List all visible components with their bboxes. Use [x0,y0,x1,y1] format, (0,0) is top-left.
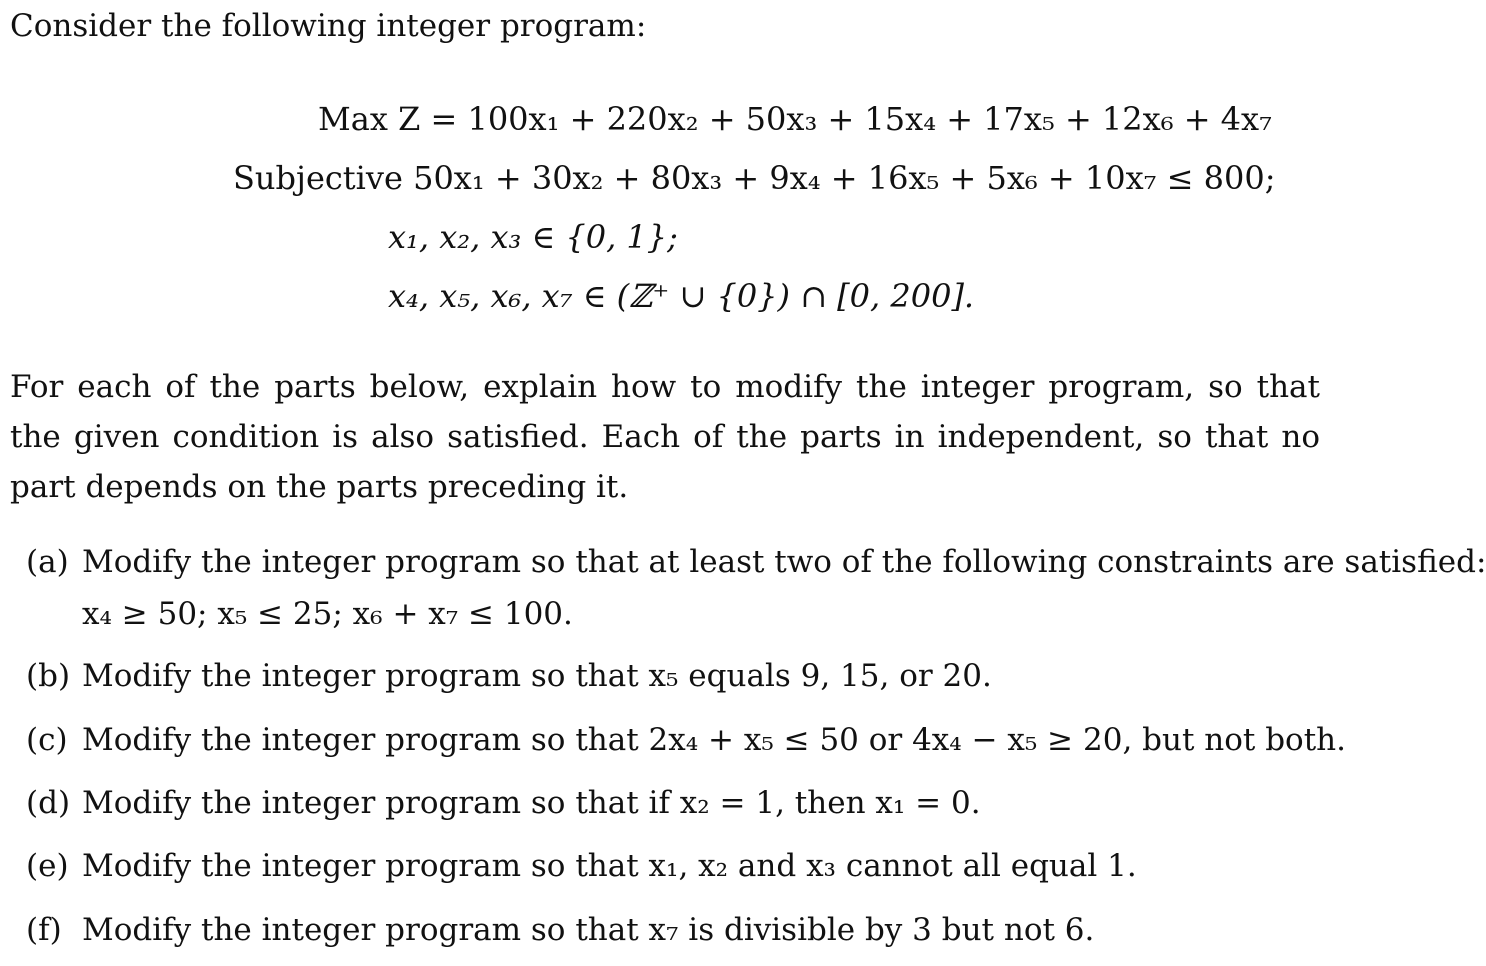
part-label: (e) [26,848,69,884]
part-text: Modify the integer program so that x₅ equals 9, 15, or 20. [82,658,992,694]
part-label: (a) [26,544,69,580]
integer-domain-constraint: x₄, x₅, x₆, x₇ ∈ (ℤ⁺ ∪ {0}) ∩ [0, 200]. [388,277,975,315]
part-label: (d) [26,785,71,821]
part-text: Modify the integer program so that 2x₄ + x₅ ≤ 50 or 4x₄ − x₅ ≥ 20, but not both. [82,722,1346,758]
part-label: (b) [26,658,71,694]
part-text: Modify the integer program so that x₇ is divisible by 3 but not 6. [82,912,1095,948]
part-a-constraints: x₄ ≥ 50; x₅ ≤ 25; x₆ + x₇ ≤ 100. [82,596,573,632]
part-text: Modify the integer program so that at least two of the following constraints are satisfied: [82,544,1486,580]
part-label: (c) [26,722,68,758]
part-label: (f) [26,912,62,948]
part-text: Modify the integer program so that if x₂ = 1, then x₁ = 0. [82,785,981,821]
binary-domain-constraint: x₁, x₂, x₃ ∈ {0, 1}; [388,218,678,256]
budget-constraint: Subjective 50x₁ + 30x₂ + 80x₃ + 9x₄ + 16x₅ + 5x₆ + 10x₇ ≤ 800; [233,159,1276,197]
part-text: Modify the integer program so that x₁, x₂ and x₃ cannot all equal 1. [82,848,1137,884]
objective-function: Max Z = 100x₁ + 220x₂ + 50x₃ + 15x₄ + 17x₅ + 12x₆ + 4x₇ [318,100,1272,138]
instructions-paragraph: For each of the parts below, explain how to modify the integer program, so that the given condition is also satisfied. Each of the parts in independent, so that no part depends on the parts preceding it. [10,369,1320,505]
intro-text: Consider the following integer program: [10,8,647,44]
